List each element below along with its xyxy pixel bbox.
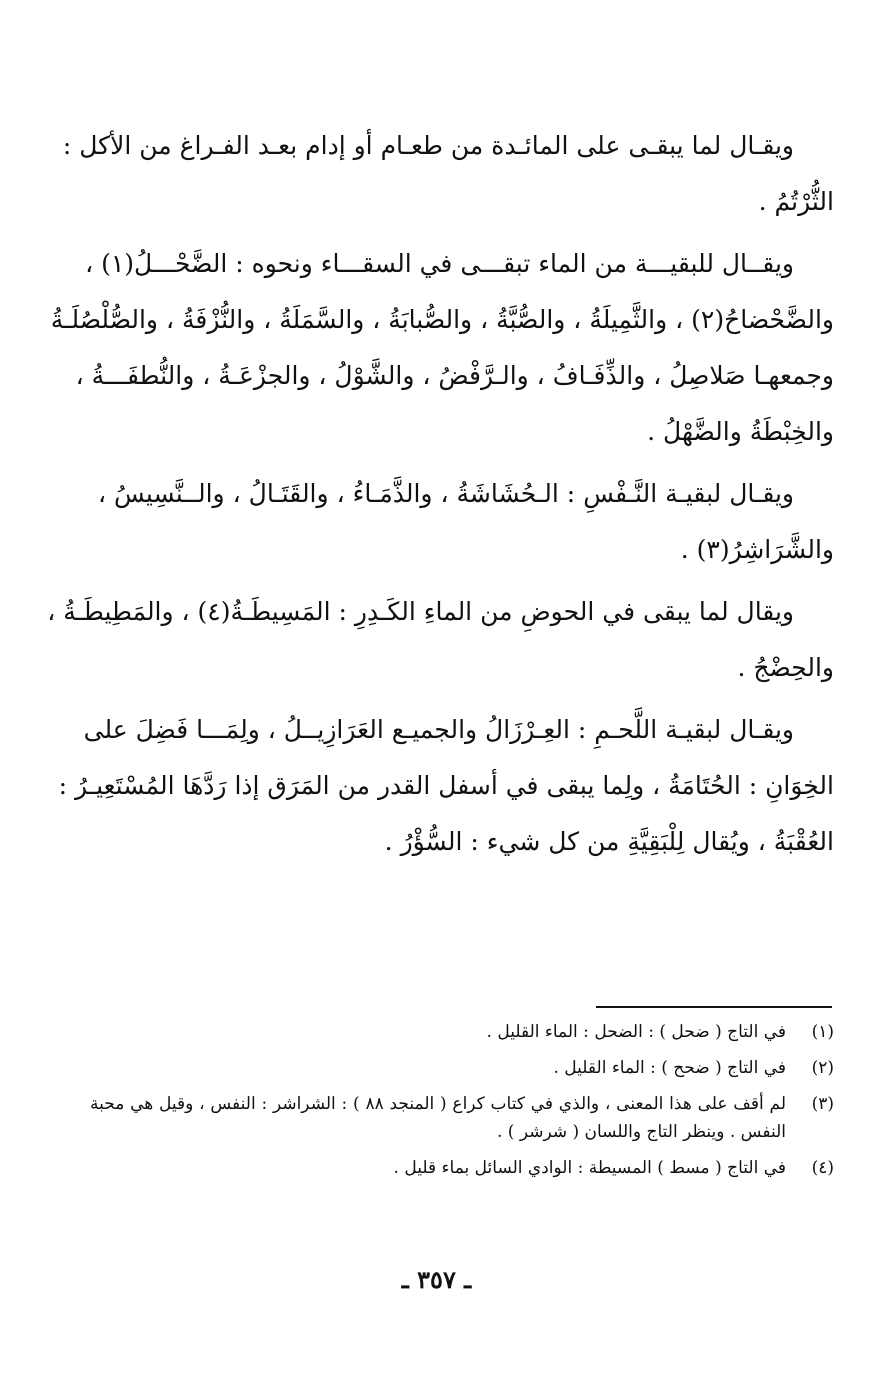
text-line: الثُّرْتُمُ . xyxy=(758,187,834,216)
paragraph-leftover-water xyxy=(50,236,834,460)
text-line: ويقــال للبقيـــة من الماء تبقـــى في السقـــاء ونحوه : الضَّحْـــلُ(١) ، xyxy=(85,249,794,278)
text-line: ويقـال لبقيـة النَّـفْسِ : الـحُشَاشَةُ ، والذَّمَـاءُ ، والقَتَـالُ ، والــنَّسِيسُ ، xyxy=(98,479,794,508)
text-line: وجمعهـا صَلاصِلُ ، والذِّفَـافُ ، والـرَّفْضُ ، والشَّوْلُ ، والجزْعَـةُ ، والنُّطفَـــةُ ، xyxy=(75,361,834,390)
main-text xyxy=(47,118,834,876)
footnote-item xyxy=(90,1054,834,1082)
page-number: ـ ٣٥٧ ـ xyxy=(401,1265,472,1294)
footnote-number: (٤) xyxy=(811,1158,834,1178)
paragraph-turbid-water xyxy=(47,584,834,696)
footnote-number: (١) xyxy=(811,1022,834,1042)
text-line: والحِضْجُ . xyxy=(737,653,834,682)
text-line: ويقـال لما يبقـى على المائـدة من طعـام أو إدام بعـد الفـراغ من الأكل : xyxy=(62,131,794,160)
paragraph-remnant-soul xyxy=(98,466,834,578)
text-line: والضَّحْضاحُ(٢) ، والثَّمِيلَةُ ، والصُّبَّةُ ، والصُّبابَةُ ، والسَّمَلَةُ ، والنُّزْفَةُ ، والصُّلْصُلَـةُ xyxy=(50,305,834,334)
text-line: ويقـال لبقيـة اللَّحـمِ : العِـرْزَالُ والجميـع العَرَازِيــلُ ، ولِمَـــا فَضِلَ على xyxy=(83,715,794,744)
text-line: والخِبْطَةُ والضَّهْلُ . xyxy=(647,417,834,446)
text-line: والشَّرَاشِرُ(٣) . xyxy=(680,535,834,564)
text-line: ويقال لما يبقى في الحوضِ من الماءِ الكَـدِرِ : المَسِيطَـةُ(٤) ، والمَطِيطَـةُ ، xyxy=(47,597,794,626)
footnote-text: لم أقف على هذا المعنى ، والذي في كتاب كراع ( المنجد ٨٨ ) : الشراشر : النفس ، وقيل هي محبة النفس . وينظر التاج واللسان ( شرشر ) . xyxy=(90,1094,786,1142)
footnote-item xyxy=(90,1018,834,1046)
footnote-item xyxy=(90,1154,834,1182)
paragraph-leftovers-food xyxy=(62,118,834,230)
footnote-item xyxy=(90,1090,834,1146)
footnotes xyxy=(90,1018,834,1190)
text-line: العُقْبَةُ ، ويُقال لِلْبَقِيَّةِ من كل شيء : السُّؤْرُ . xyxy=(384,827,834,856)
footnote-number: (٢) xyxy=(811,1058,834,1078)
footnote-text: في التاج ( مسط ) المسيطة : الوادي السائل بماء قليل . xyxy=(393,1158,786,1178)
text-line: الخِوَانِ : الحُتَامَةُ ، ولِما يبقى في أسفل القدر من المَرَق إذا رَدَّهَا المُسْتَعِيـرُ : xyxy=(58,771,834,800)
footnote-separator xyxy=(596,1006,832,1008)
footnote-number: (٣) xyxy=(811,1094,834,1114)
footnote-text: في التاج ( ضحح ) : الماء القليل . xyxy=(553,1058,786,1078)
paragraph-leftover-meat xyxy=(58,702,834,870)
footnote-text: في التاج ( ضحل ) : الضحل : الماء القليل . xyxy=(486,1022,786,1042)
